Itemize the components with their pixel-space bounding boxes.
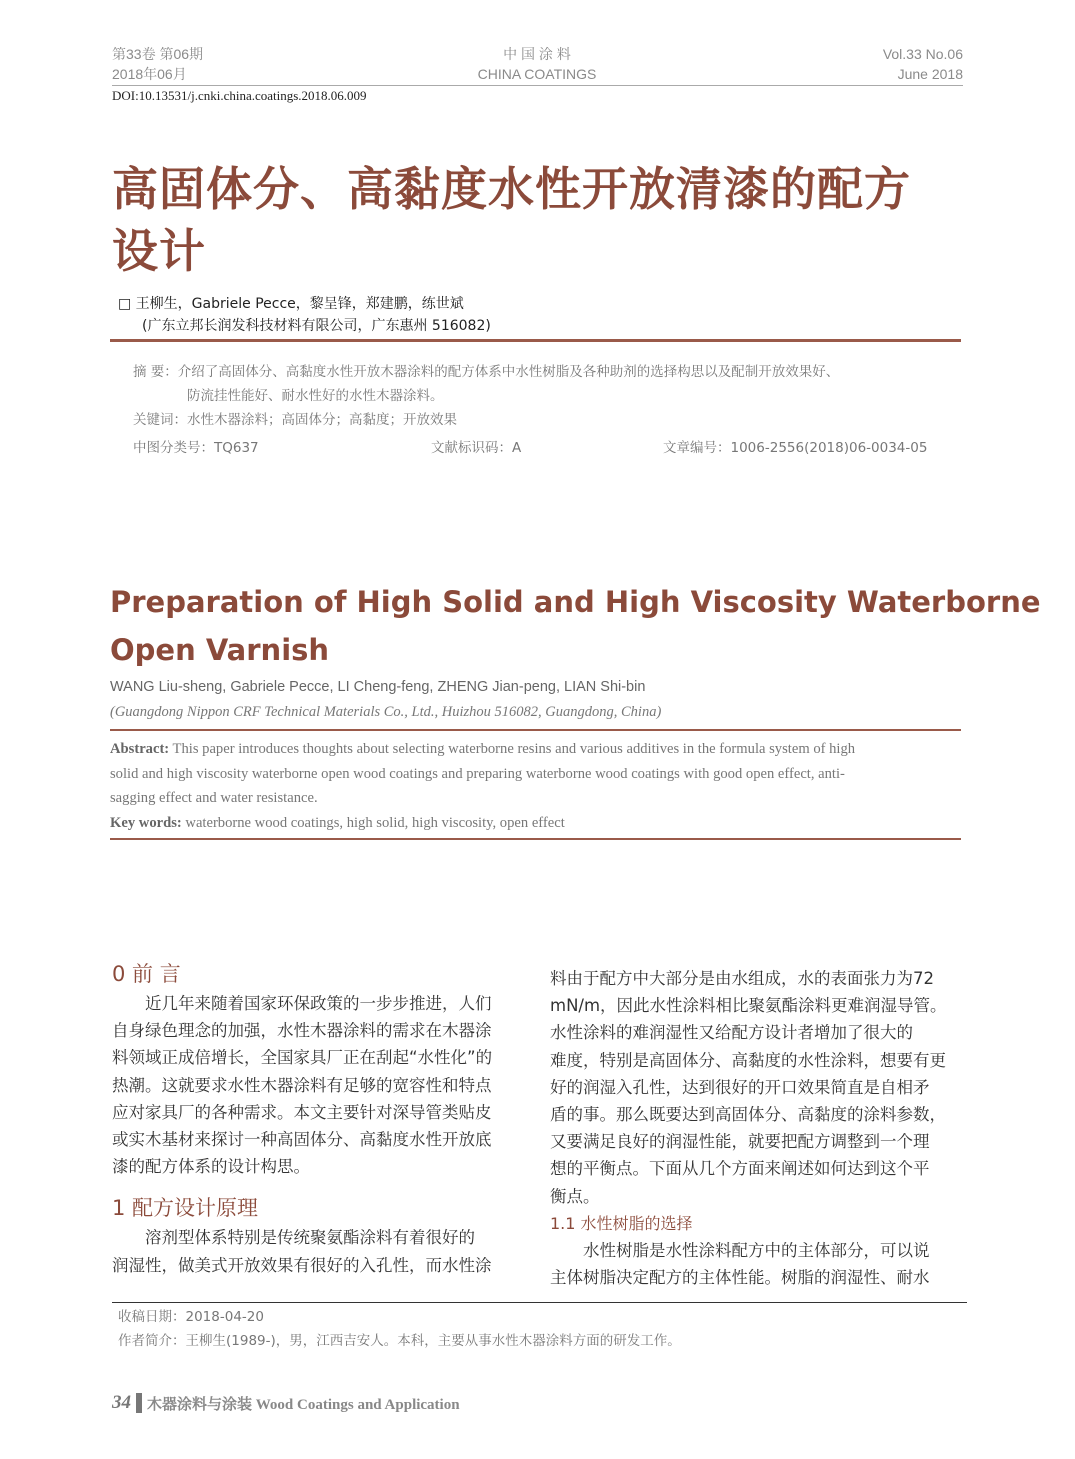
abstract-cn-label: 摘 要：	[133, 364, 178, 380]
footer-bar	[136, 1393, 142, 1413]
text-line: 想的平衡点。下面从几个方面来阐述如何达到这个平	[550, 1159, 930, 1179]
footnote-rule	[112, 1302, 967, 1303]
text-line: 自身绿色理念的加强，水性木器涂料的需求在木器涂	[112, 1021, 492, 1041]
abstract-cn-line: 防流挂性能好、耐水性好的水性木器涂料。	[187, 388, 444, 404]
text-line: 近几年来随着国家环保政策的一步步推进，人们	[112, 994, 492, 1013]
clc-number: 中图分类号：TQ637	[133, 440, 259, 456]
text-line: mN/m，因此水性涂料相比聚氨酯涂料更难润湿导管。	[550, 996, 947, 1016]
keywords-cn: 关键词：水性木器涂料；高固体分；高黏度；开放效果	[133, 412, 457, 428]
received-date: 收稿日期：2018-04-20	[118, 1309, 264, 1325]
abstract-rule-bottom	[110, 838, 961, 840]
authors-block	[118, 293, 491, 337]
body-left-column	[112, 958, 523, 1279]
section-0-heading: 0 前 言	[112, 962, 181, 986]
issue-date-cn: 2018年06月	[112, 66, 187, 82]
text-line: 难度，特别是高固体分、高黏度的水性涂料，想要有更	[550, 1050, 946, 1070]
abstract-en	[110, 737, 961, 835]
page-number: 34	[112, 1392, 131, 1413]
text-line: 料领域正成倍增长，全国家具厂正在刮起“水性化”的	[112, 1048, 493, 1068]
section-1-paragraph	[112, 1224, 523, 1278]
title-cn-line: 设计	[112, 224, 206, 278]
abstract-cn-line: 介绍了高固体分、高黏度水性开放木器涂料的配方体系中水性树脂及各种助剂的选择构思以及配制开放效果好、	[177, 364, 840, 380]
abstract-cn	[133, 360, 933, 464]
section-1-heading: 1 配方设计原理	[112, 1196, 259, 1221]
doi: DOI:10.13531/j.cnki.china.coatings.2018.06.009	[112, 88, 367, 103]
abstract-en-line: solid and high viscosity waterborne open wood coatings and preparing waterborne wood coatings with good open effect, anti-	[110, 765, 845, 782]
text-line: 料由于配方中大部分是由水组成，水的表面张力为72	[550, 969, 934, 988]
title-cn-line: 高固体分、高黏度水性开放清漆的配方	[112, 162, 911, 216]
title-rule	[110, 339, 961, 342]
header-rule	[112, 85, 963, 86]
text-line: 好的润湿入孔性，达到很好的开口效果简直是自相矛	[550, 1077, 930, 1097]
authors-cn: □ 王柳生，Gabriele Pecce，黎呈锋，郑建鹏，练世斌	[118, 296, 464, 312]
title-cn	[112, 158, 911, 282]
affiliation-en: (Guangdong Nippon CRF Technical Materials Co., Ltd., Huizhou 516082, Guangdong, China)	[110, 704, 662, 720]
abstract-en-line: This paper introduces thoughts about selecting waterborne resins and various additives in the formula system of high	[169, 741, 856, 757]
text-line: 水性树脂是水性涂料配方中的主体部分，可以说	[550, 1240, 930, 1260]
text-line: 漆的配方体系的设计构思。	[112, 1157, 310, 1177]
text-line: 又要满足良好的润湿性能，就要把配方调整到一个理	[550, 1132, 930, 1152]
abstract-rule-top	[110, 729, 961, 731]
volume-issue: 第33卷 第06期	[112, 46, 204, 62]
authors-en: WANG Liu-sheng, Gabriele Pecce, LI Cheng-feng, ZHENG Jian-peng, LIAN Shi-bin	[110, 679, 646, 695]
title-en	[110, 578, 1041, 674]
section-0-paragraph	[112, 990, 523, 1180]
footer-journal: 木器涂料与涂装 Wood Coatings and Application	[147, 1396, 460, 1413]
text-line: 溶剂型体系特别是传统聚氨酯涂料有着很好的	[112, 1228, 475, 1248]
journal-name-en: CHINA COATINGS	[477, 66, 597, 82]
text-line: 衡点。	[550, 1186, 600, 1206]
abstract-en-label: Abstract:	[110, 741, 170, 757]
abstract-en-line: sagging effect and water resistance.	[110, 790, 318, 806]
text-line: 热潮。这就要求水性木器涂料有足够的宽容性和特点	[112, 1075, 492, 1095]
keywords-en-label: Key words:	[110, 814, 182, 831]
issue-date-en: June 2018	[897, 66, 963, 82]
document-code: 文献标识码：A	[431, 440, 522, 456]
journal-name-cn: 中 国 涂 料	[503, 46, 571, 62]
volume-issue-en: Vol.33 No.06	[882, 46, 963, 62]
header-journal	[437, 44, 637, 84]
text-line: 盾的事。那么既要达到高固体分、高黏度的涂料参数，	[550, 1105, 946, 1125]
section-1-1-paragraph	[550, 1237, 963, 1291]
footnote	[118, 1305, 681, 1353]
text-line: 主体树脂决定配方的主体性能。树脂的润湿性、耐水	[550, 1268, 930, 1288]
text-line: 或实木基材来探讨一种高固体分、高黏度水性开放底	[112, 1130, 492, 1150]
text-line: 水性涂料的难润湿性又给配方设计者增加了很大的	[550, 1023, 913, 1043]
title-en-line: Open Varnish	[110, 633, 330, 667]
page-footer	[112, 1392, 460, 1414]
article-number: 文章编号：1006-2556(2018)06-0034-05	[663, 440, 928, 456]
section-1-1-heading: 1.1 水性树脂的选择	[550, 1213, 693, 1233]
header-volume	[112, 44, 203, 84]
affiliation-cn: (广东立邦长润发科技材料有限公司，广东惠州 516082)	[142, 318, 491, 334]
section-1-paragraph-cont	[550, 965, 963, 1210]
body-right-column	[550, 965, 963, 1291]
text-line: 应对家具厂的各种需求。本文主要针对深导管类贴皮	[112, 1102, 492, 1122]
text-line: 润湿性，做美式开放效果有很好的入孔性，而水性涂	[112, 1255, 492, 1275]
keywords-en: waterborne wood coatings, high solid, high viscosity, open effect	[181, 814, 565, 831]
title-en-line: Preparation of High Solid and High Viscosity Waterborne	[110, 585, 1041, 619]
author-bio: 作者简介：王柳生(1989-)，男，江西吉安人。本科，主要从事水性木器涂料方面的研发工作。	[118, 1333, 681, 1349]
header-volume-en	[883, 44, 963, 84]
